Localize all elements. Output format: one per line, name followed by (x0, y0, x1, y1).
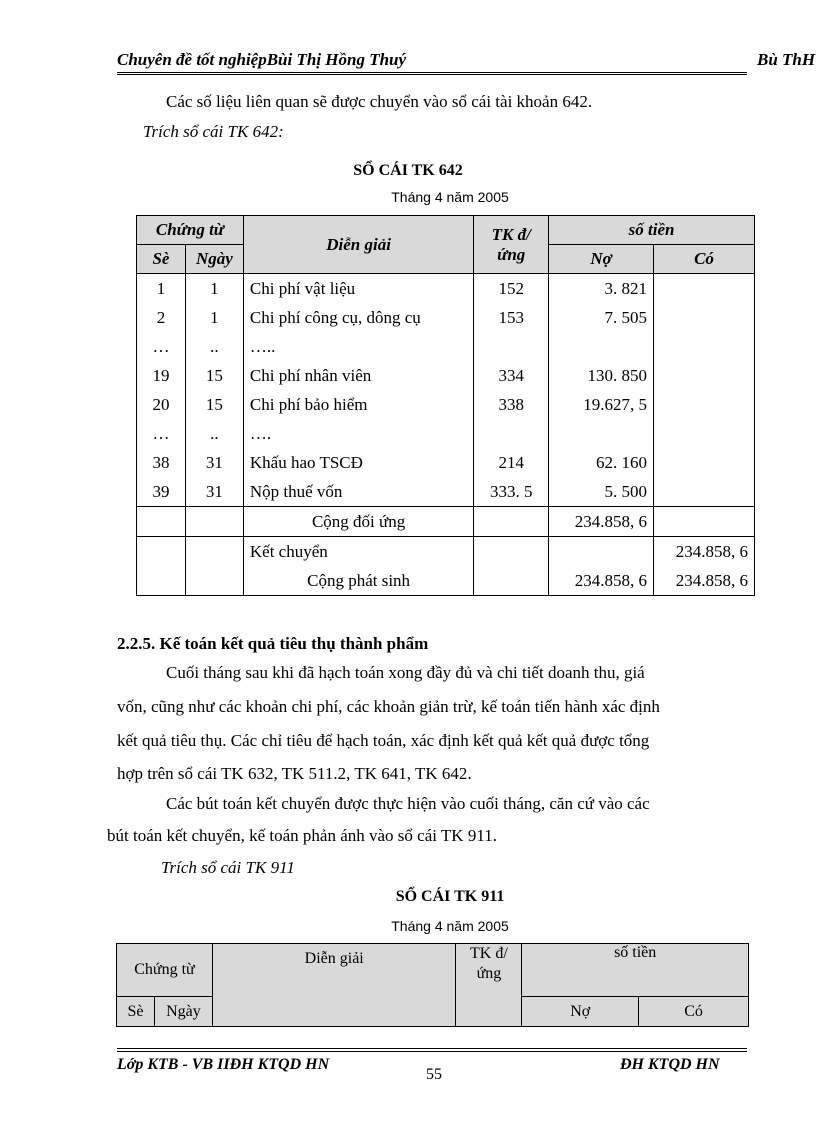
cell-credit (654, 303, 755, 332)
para2-line2: bút toán kết chuyển, kế toán phản ánh vào sổ cái TK 911. (107, 826, 497, 845)
cell-account: 333. 5 (474, 477, 549, 507)
cell-description: ….. (243, 332, 473, 361)
cell-number: 20 (137, 390, 186, 419)
col-credit: Có (654, 245, 755, 274)
col-description: Diễn giải (212, 944, 456, 1027)
cell-credit (654, 390, 755, 419)
cell-date: .. (185, 419, 243, 448)
cell-description: …. (243, 419, 473, 448)
cell-credit (654, 419, 755, 448)
header-rule (117, 72, 747, 73)
cell-description: Khấu hao TSCĐ (243, 448, 473, 477)
cell-debit: 62. 160 (549, 448, 654, 477)
cell-credit (654, 477, 755, 507)
cell-account (474, 419, 549, 448)
cell-number: 19 (137, 361, 186, 390)
cell-date: 1 (185, 303, 243, 332)
intro-text: Các số liệu liên quan sẽ được chuyển vào sổ cái tài khoản 642. (166, 92, 593, 111)
footer-rule (117, 1048, 747, 1049)
table-row (137, 419, 755, 448)
cell-account: 214 (474, 448, 549, 477)
transfer-row (137, 537, 755, 567)
cell-account: 152 (474, 274, 549, 304)
table-row (137, 390, 755, 419)
cell-debit (549, 419, 654, 448)
transfer-credit: 234.858, 6 (654, 537, 755, 567)
cell-number: … (137, 419, 186, 448)
table-row (137, 448, 755, 477)
col-amount: số tiền (522, 944, 749, 997)
ledger-911-title: SỔ CÁI TK 911 (395, 888, 505, 905)
cell-debit: 19.627, 5 (549, 390, 654, 419)
col-number: Sè (137, 245, 186, 274)
cell-description: Nộp thuế vốn (243, 477, 473, 507)
cell-number: 2 (137, 303, 186, 332)
cell-number: 39 (137, 477, 186, 507)
cell-description: Chi phí bảo hiểm (243, 390, 473, 419)
cell-date: 15 (185, 390, 243, 419)
col-debit: Nợ (522, 997, 639, 1027)
ledger-642-table (136, 215, 755, 596)
cell-debit: 3. 821 (549, 274, 654, 304)
cell-date: 1 (185, 274, 243, 304)
para2-line1: Các bút toán kết chuyển được thực hiện vào cuối tháng, căn cứ vào các (166, 794, 650, 813)
table-row (137, 303, 755, 332)
cell-date: 31 (185, 477, 243, 507)
table-row (137, 361, 755, 390)
cell-credit (654, 332, 755, 361)
ledger-911-subtitle: Tháng 4 năm 2005 (391, 918, 509, 934)
para1-line2: vốn, cũng như các khoản chi phí, các khoản giản trừ, kế toán tiến hành xác định (117, 697, 660, 716)
cell-description: Chi phí nhân viên (243, 361, 473, 390)
para1-line3: kết quả tiêu thụ. Các chỉ tiêu để hạch toán, xác định kết quả kết quả được tổng (117, 731, 650, 750)
cell-credit (654, 361, 755, 390)
footer-rule-second (117, 1051, 747, 1052)
ledger-642-title: SỔ CÁI TK 642 (353, 162, 463, 179)
col-voucher: Chứng từ (137, 216, 244, 245)
col-description: Diễn giải (243, 216, 473, 274)
cell-debit: 5. 500 (549, 477, 654, 507)
total-arising-credit: 234.858, 6 (654, 566, 755, 596)
col-account: TK đ/ ứng (456, 944, 522, 1027)
para1-line4: hợp trên sổ cái TK 632, TK 511.2, TK 641, TK 642. (117, 764, 472, 783)
section-heading: 2.2.5. Kế toán kết quả tiêu thụ thành phẩm (117, 634, 429, 653)
col-date: Ngày (185, 245, 243, 274)
cell-credit (654, 448, 755, 477)
cell-number: … (137, 332, 186, 361)
col-credit: Có (639, 997, 749, 1027)
footer-left-text: Lớp KTB - VB IIĐH KTQD HN (117, 1056, 330, 1073)
total-counter-row (137, 507, 755, 537)
table-row (137, 274, 755, 304)
footer-right-text: ĐH KTQD HN (620, 1056, 720, 1073)
transfer-label: Kết chuyển (243, 537, 473, 567)
col-amount: số tiền (549, 216, 755, 245)
extract-label-642: Trích sổ cái TK 642: (143, 122, 284, 141)
ledger-642-subtitle: Tháng 4 năm 2005 (391, 189, 509, 205)
cell-account: 338 (474, 390, 549, 419)
total-counter-debit: 234.858, 6 (549, 507, 654, 537)
cell-account: 153 (474, 303, 549, 332)
header-left-text: Chuyên đề tốt nghiệpBùi Thị Hồng Thuý (117, 50, 407, 69)
col-voucher: Chứng từ (117, 944, 213, 997)
cell-debit (549, 332, 654, 361)
para1-line1: Cuối tháng sau khi đã hạch toán xong đầy đủ và chi tiết doanh thu, giá (166, 663, 645, 682)
cell-date: .. (185, 332, 243, 361)
cell-date: 15 (185, 361, 243, 390)
total-counter-label: Cộng đối ứng (243, 507, 473, 537)
cell-debit: 7. 505 (549, 303, 654, 332)
col-account: TK đ/ ứng (474, 216, 549, 274)
cell-debit: 130. 850 (549, 361, 654, 390)
cell-credit (654, 274, 755, 304)
table-row (137, 332, 755, 361)
ledger-911-table (116, 943, 749, 1027)
col-debit: Nợ (549, 245, 654, 274)
cell-date: 31 (185, 448, 243, 477)
cell-number: 38 (137, 448, 186, 477)
cell-description: Chi phí vật liệu (243, 274, 473, 304)
header-rule-second (117, 74, 747, 75)
cell-description: Chi phí công cụ, dông cụ (243, 303, 473, 332)
cell-account: 334 (474, 361, 549, 390)
col-number: Sè (117, 997, 155, 1027)
page-number: 55 (426, 1066, 442, 1083)
cell-account (474, 332, 549, 361)
col-date: Ngày (154, 997, 212, 1027)
total-arising-row (137, 566, 755, 596)
cell-number: 1 (137, 274, 186, 304)
header-right-text: Bù ThH (757, 50, 816, 69)
total-arising-label: Cộng phát sinh (243, 566, 473, 596)
extract-label-911: Trích sổ cái TK 911 (161, 858, 295, 877)
table-row (137, 477, 755, 507)
total-arising-debit: 234.858, 6 (549, 566, 654, 596)
